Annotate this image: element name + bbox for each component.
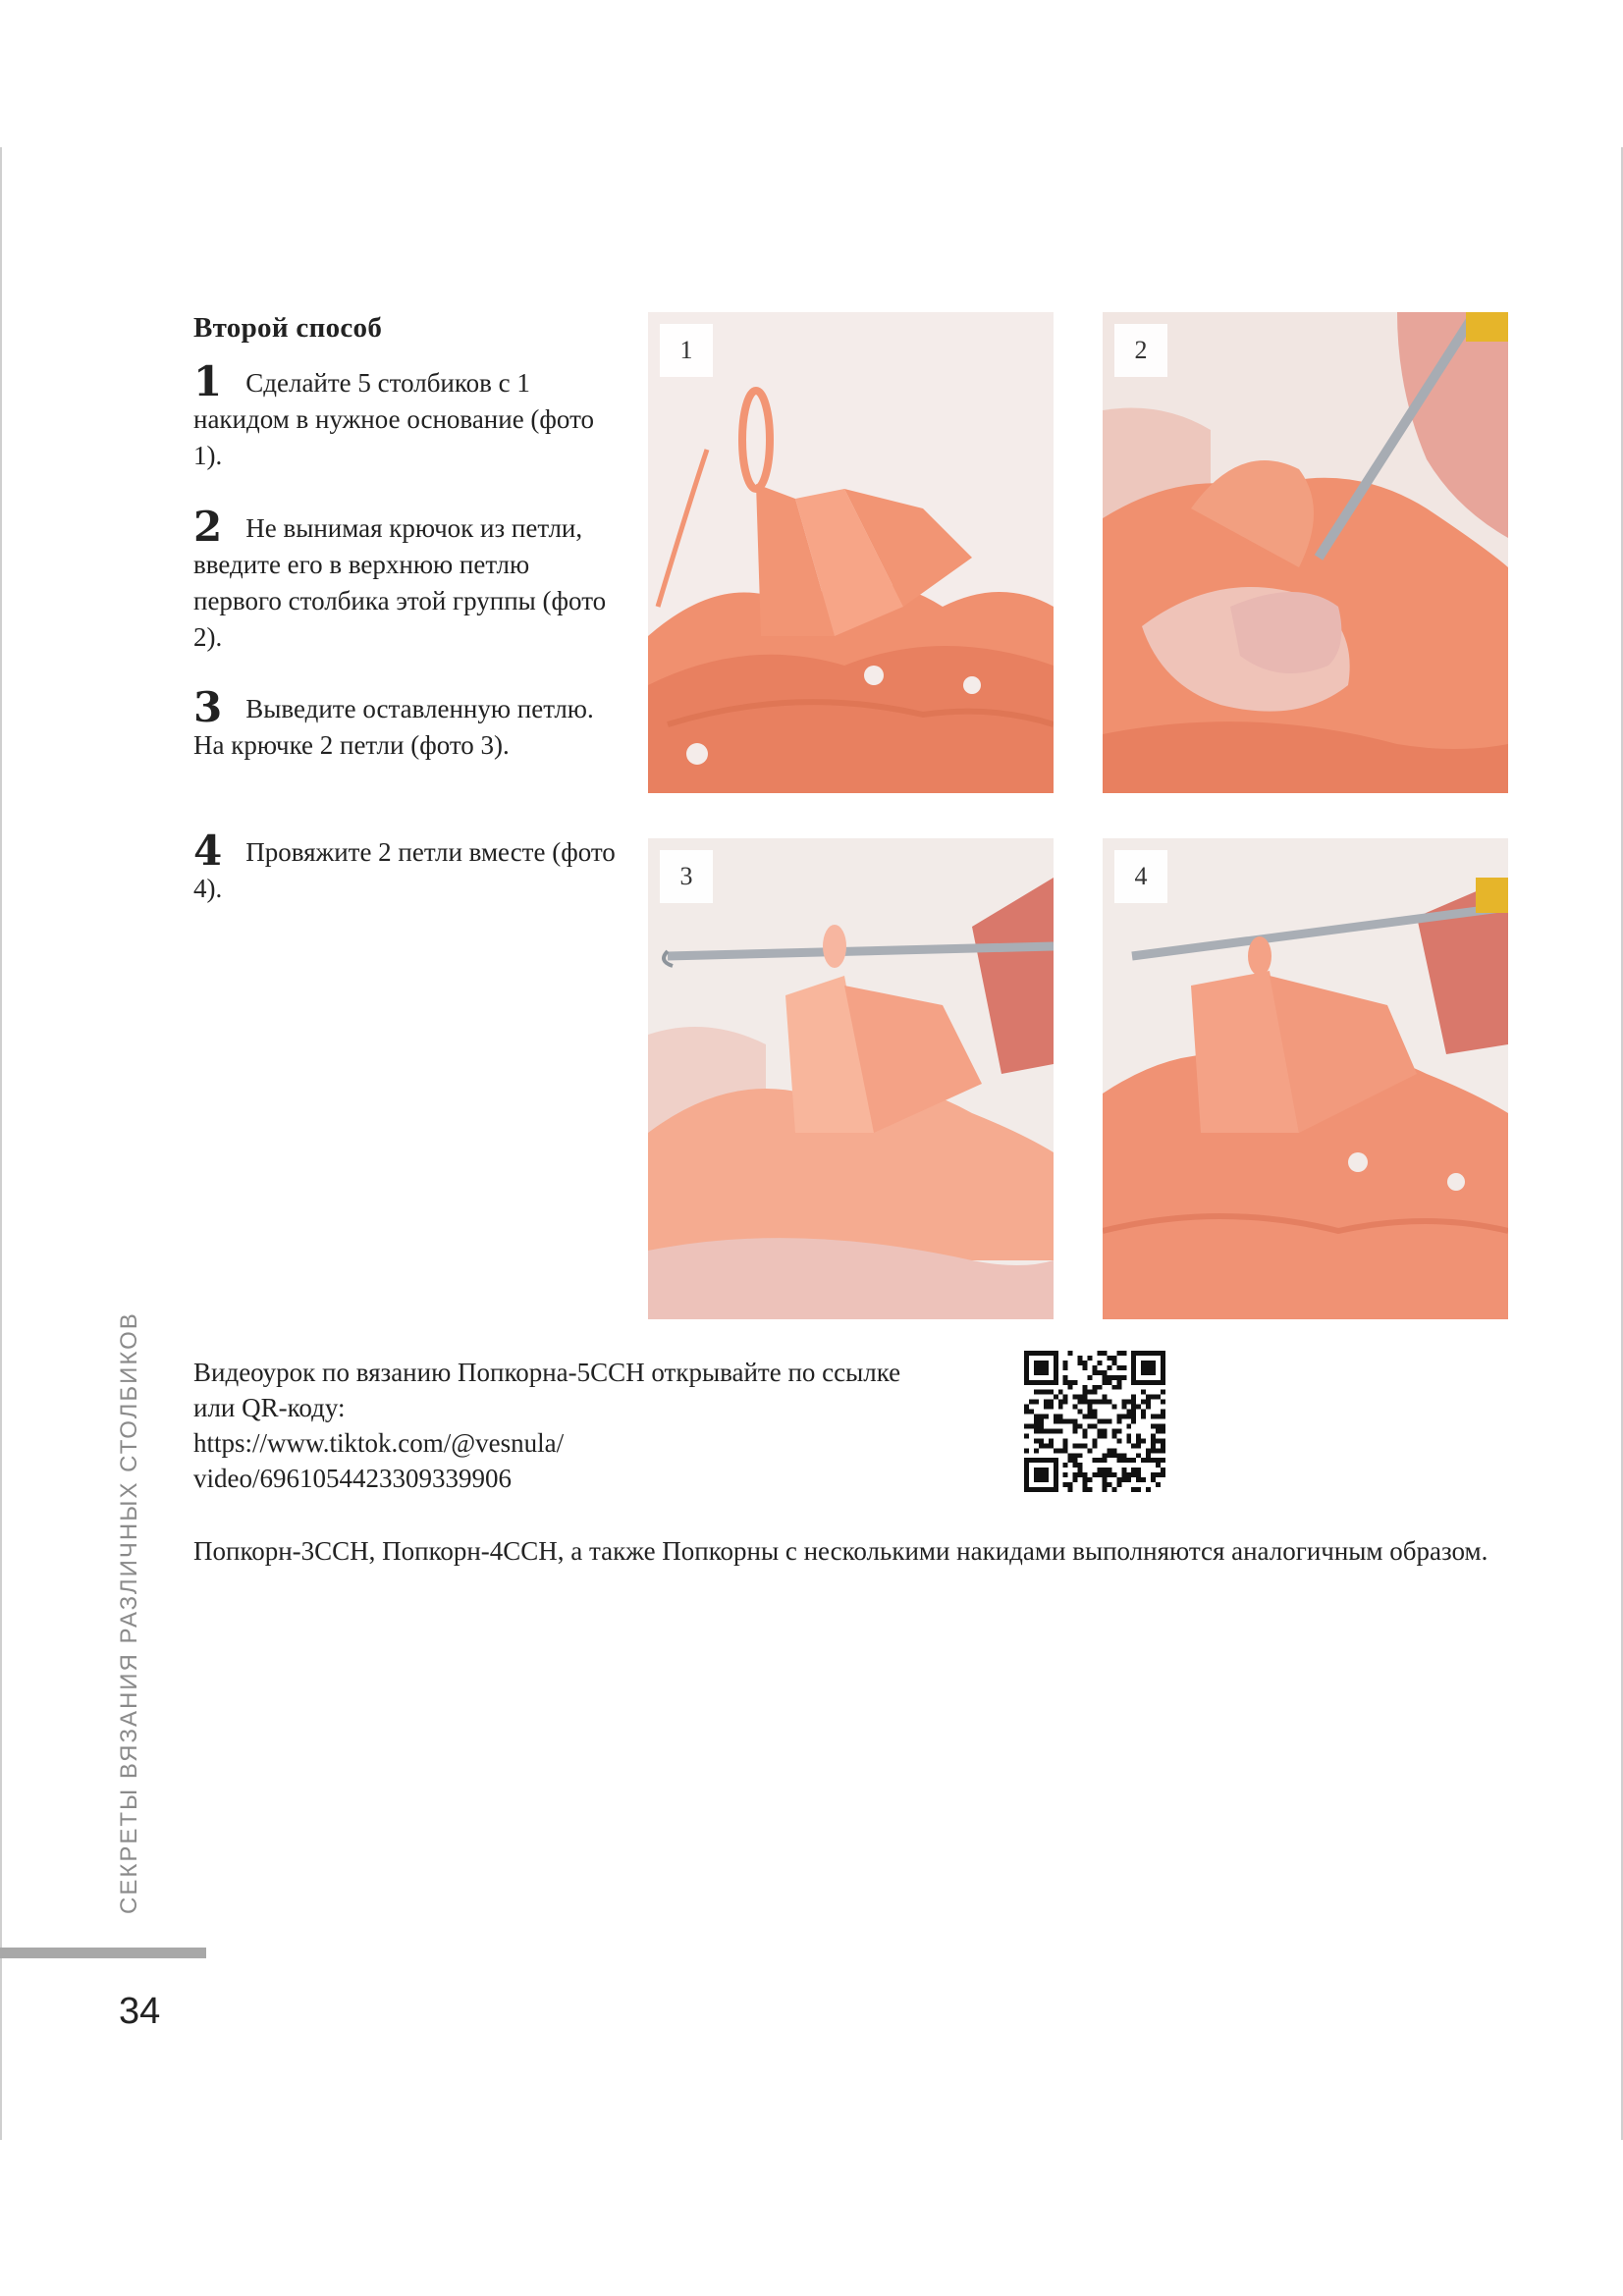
page-edge-left [0, 147, 2, 2140]
qr-code-icon[interactable] [1024, 1351, 1165, 1492]
photo-label: 3 [660, 850, 713, 903]
video-text-line: или QR-коду: [193, 1393, 346, 1422]
step-4 [193, 827, 616, 907]
crochet-photo-3 [648, 838, 1054, 1319]
note-text: Попкорн-3ССН, Попкорн-4ССН, а также Попкорны с несколькими накидами выполняются аналогичным образом. [193, 1536, 1488, 1566]
video-link[interactable]: video/6961054423309339906 [193, 1464, 512, 1493]
video-text-line: Видеоурок по вязанию Попкорна-5ССН открывайте по ссылке [193, 1358, 901, 1387]
video-link[interactable]: https://www.tiktok.com/@vesnula/ [193, 1428, 565, 1458]
step-text: Не вынимая крючок из петли, введите его в верхнюю петлю первого столбика этой группы (фото 2). [193, 513, 607, 652]
step-1 [193, 357, 616, 474]
photo-4 [1103, 838, 1508, 1319]
step-2 [193, 503, 616, 656]
photo-label: 1 [660, 324, 713, 377]
video-lesson-text [193, 1355, 1008, 1496]
photo-1 [648, 312, 1054, 793]
side-caption: СЕКРЕТЫ ВЯЗАНИЯ РАЗЛИЧНЫХ СТОЛБИКОВ [116, 1311, 142, 1914]
step-text: Сделайте 5 столбиков с 1 накидом в нужное основание (фото 1). [193, 368, 595, 470]
step-number: 1 [193, 357, 223, 405]
crochet-photo-1 [648, 312, 1054, 793]
step-number: 4 [193, 827, 223, 875]
step-text: Выведите оставленную петлю. На крючке 2 петли (фото 3). [193, 694, 594, 760]
step-number: 2 [193, 503, 223, 551]
step-text: Провяжите 2 петли вместе (фото 4). [193, 837, 616, 903]
crochet-photo-4 [1103, 838, 1508, 1319]
photo-label: 4 [1114, 850, 1167, 903]
step-number: 3 [193, 683, 223, 731]
step-3 [193, 683, 616, 764]
side-bar [0, 1948, 206, 1958]
photo-2 [1103, 312, 1508, 793]
photo-3 [648, 838, 1054, 1319]
section-title: Второй способ [193, 312, 383, 344]
photo-label: 2 [1114, 324, 1167, 377]
crochet-photo-2 [1103, 312, 1508, 793]
page-number: 34 [119, 1991, 161, 2032]
